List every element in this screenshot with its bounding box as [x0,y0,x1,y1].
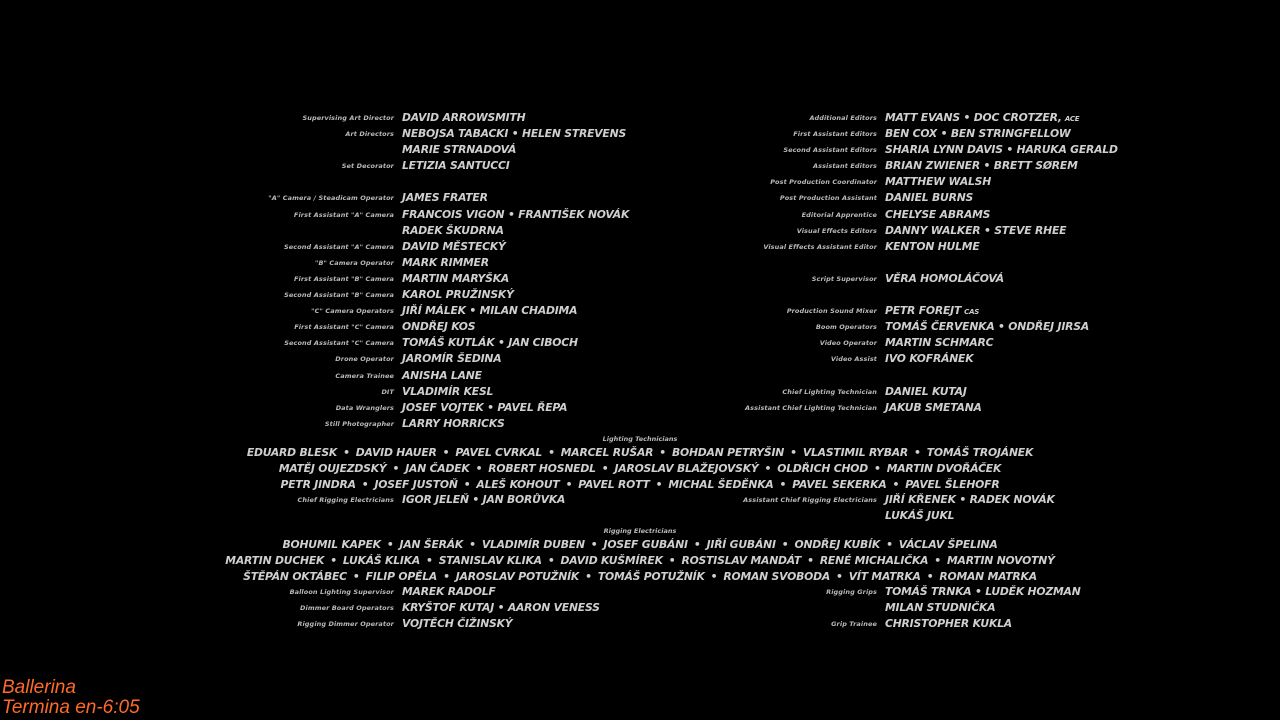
credit-name [402,224,504,237]
credit-name [402,127,626,140]
credit-name-text: JAROMÍR ŠEDINA [402,352,502,366]
credit-role: Editorial Apprentice [801,210,877,219]
credit-name-text: BEN COX • BEN STRINGFELLOW [885,127,1071,141]
credit-name: BOHDAN PETRYŠIN [671,446,785,459]
credit-name: MATĚJ OUJEZDSKÝ [278,462,387,476]
credit-row [0,401,640,417]
credit-name [885,385,967,398]
credit-name-text: KRYŠTOF KUTAJ • AARON VENESS [402,601,600,615]
credit-name [402,320,475,333]
credit-name: MARTIN DVOŘÁČEK [886,462,1002,476]
credit-name-text: VĚRA HOMOLÁČOVÁ [885,271,1004,285]
credit-role: Set Decorator [341,162,394,171]
credit-name: VLADIMÍR DUBEN [481,538,585,551]
credit-row [0,352,640,368]
credit-name [402,288,514,301]
credit-name [885,224,1066,237]
credit-name: ROMAN MATRKA [939,570,1037,584]
credit-name: PAVEL ŠLEHOFR [905,478,1000,492]
credit-role: Second Assistant Editors [783,146,877,155]
credit-name [885,208,990,221]
separator-dot: • [836,570,843,584]
credit-role: Visual Effects Assistant Editor [763,242,877,251]
credit-name [885,159,1078,172]
credit-name [885,401,982,414]
separator-dot: • [386,538,394,551]
credit-row [0,320,640,336]
credit-name-text: JAMES FRATER [402,191,488,205]
separator-dot: • [874,462,881,476]
credit-name-text: MARIE STRNADOVÁ [402,143,517,157]
separator-dot: • [442,446,450,459]
credit-line [0,554,1280,567]
chief-rigging-electricians [0,493,640,509]
credit-row [640,385,1280,401]
separator-dot: • [443,570,450,584]
credit-row [0,617,640,630]
credit-role: Script Supervisor [811,274,877,283]
credit-name [402,143,516,156]
credit-name [402,417,505,430]
credit-role: "B" Camera Operator [314,258,394,267]
credit-row [640,143,1280,159]
credit-name: TOMÁŠ POTUŽNÍK [597,570,705,584]
credit-role: Camera Trainee [335,371,394,380]
credit-role: Assistant Editors [812,162,877,171]
credit-name: MICHAL ŠEDĚNKA [668,478,774,492]
credit-row [0,493,640,509]
separator-dot: • [330,554,337,568]
credit-row [640,369,1280,385]
separator-dot: • [886,538,893,551]
credit-line [0,538,1280,551]
credit-name [402,304,577,317]
credit-row [640,617,1280,630]
credit-name: JAROSLAV POTUŽNÍK [455,570,580,584]
credit-name [885,585,1081,598]
credit-role: Video Assist [830,355,877,364]
remaining-time: Termina en-6:05 [2,697,140,718]
credit-role: Supervising Art Director [302,114,394,122]
credit-name [402,159,510,172]
credit-name [402,401,567,414]
credit-role: Video Operator [819,339,877,348]
credit-name: PAVEL CVRKAL [455,446,543,459]
credit-row [640,175,1280,191]
credit-name [885,509,954,522]
credit-role: Still Photographer [324,419,394,428]
credit-role: Assistant Chief Lighting Technician [745,403,877,412]
credit-row [640,401,1280,417]
separator-dot: • [463,478,471,492]
playback-overlay [2,678,140,718]
credit-name [885,352,973,365]
credit-name-text: IGOR JELEŇ • JAN BORŮVKA [402,493,566,506]
credit-name [885,143,1118,156]
separator-dot: • [590,538,598,551]
credit-row [640,493,1280,509]
credit-row [0,191,640,207]
credit-name: ŠTĚPÁN OKTÁBEC [243,570,347,584]
credit-name-text: CHELYSE ABRAMS [885,207,991,221]
separator-dot: • [469,538,476,551]
credit-name: FILIP OPĚLA [365,570,438,584]
movie-title: Ballerina [2,677,76,698]
credit-row [640,127,1280,143]
credit-name-text: DANIEL KUTAJ [885,384,967,398]
credit-name [402,352,501,365]
credit-role: First Assistant "A" Camera [293,210,394,219]
credit-name: ROMAN SVOBODA [723,570,831,584]
credit-name-text: PETR FOREJT [885,304,962,318]
credit-role: First Assistant Editors [793,130,877,139]
separator-dot: • [790,446,797,459]
credit-name: PETR JINDRA [280,478,356,492]
credit-name [402,240,506,253]
credit-name: MARTIN DUCHEK [225,554,325,568]
credit-name-text: MARTIN SCHMARC [885,336,994,350]
credit-name-text: RADEK ŠKUDRNA [402,223,504,237]
credit-row [0,417,640,433]
credit-row [0,208,640,224]
credit-row [0,385,640,401]
credit-role: DIT [381,387,394,396]
credit-name [402,272,509,285]
separator-dot: • [475,462,483,476]
credit-name: VLASTIMIL RYBAR [802,446,909,459]
separator-dot: • [426,554,433,568]
separator-dot: • [914,446,921,459]
assistant-chief-rigging-electricians [640,493,1280,525]
separator-dot: • [892,478,900,492]
credit-name-text: DANIEL BURNS [885,191,974,205]
credit-row [640,272,1280,288]
credit-name: EDUARD BLESK [246,446,338,459]
credit-name-text: MAREK RADOLF [402,585,496,598]
credit-line [0,462,1280,475]
credit-name: JOSEF GUBÁNI [603,538,688,551]
credit-row [640,159,1280,175]
credit-name-text: LETIZIA SANTUCCI [402,159,510,173]
credit-name-text: KAROL PRUŽINSKÝ [402,288,514,302]
credit-line [0,570,1280,583]
credit-row [0,272,640,288]
credit-name: DAVID HAUER [355,446,437,459]
credit-role: Drone Operator [335,355,394,364]
credit-role: Chief Lighting Technician [782,387,877,396]
credit-row [640,336,1280,352]
credit-role: Second Assistant "C" Camera [284,339,394,348]
credit-name [402,385,493,398]
credit-role: Grip Trainee [831,620,877,629]
credit-role: Balloon Lighting Supervisor [289,588,394,596]
separator-dot: • [710,570,718,584]
credit-name [885,320,1089,333]
credit-name [402,617,512,630]
credit-name-text: MILAN STUDNIČKA [885,601,996,615]
credit-name: JAROSLAV BLAŽEJOVSKÝ [614,462,759,476]
credit-role: "A" Camera / Steadicam Operator [268,194,394,203]
credit-row [0,240,640,256]
credit-name-text: NEBOJSA TABACKI • HELEN STREVENS [402,127,627,141]
credit-name-text: ANISHA LANE [402,368,482,382]
credit-role: Data Wranglers [335,403,394,412]
credit-name: RENÉ MICHALIČKA [819,554,929,568]
credit-row [0,127,640,143]
credit-name: MARCEL RUŠAR [560,446,654,459]
credit-name-text: JIŘÍ KŘENEK • RADEK NOVÁK [885,493,1055,506]
credit-name [402,493,565,506]
separator-dot: • [781,538,789,551]
credits-left-column-lower [0,585,640,630]
credit-row [640,585,1280,601]
credit-line [0,478,1280,491]
credit-row [0,111,640,127]
separator-dot: • [352,570,360,584]
credit-role: Additional Editors [809,114,877,122]
credit-name [402,208,629,221]
credit-role: Second Assistant "A" Camera [283,242,394,251]
credit-name-text: VOJTĚCH ČIŽINSKÝ [402,617,513,630]
credit-row [0,175,640,191]
credit-row [640,352,1280,368]
credit-role: Rigging Dimmer Operator [297,620,394,629]
credit-row [640,111,1280,127]
credit-name-text: MATTHEW WALSH [885,175,992,189]
credit-role: First Assistant "C" Camera [294,323,394,332]
credit-role: Dimmer Board Operators [300,604,394,613]
separator-dot: • [926,570,934,584]
credit-role: First Assistant "B" Camera [294,274,394,283]
separator-dot: • [764,462,772,476]
credit-role: Boom Operators [815,323,877,332]
credit-name-text: IVO KOFRÁNEK [885,352,974,366]
credit-name: JAN ČADEK [405,462,470,476]
credit-name-text: TOMÁŠ ČERVENKA • ONDŘEJ JIRSA [885,320,1090,334]
credit-suffix: CAS [964,308,980,317]
credit-row [640,208,1280,224]
separator-dot: • [565,478,573,492]
credit-name-text: DANNY WALKER • STEVE RHEE [885,223,1067,237]
credit-name-text: DAVID MĚSTECKÝ [402,239,506,253]
credit-name: PAVEL SEKERKA [792,478,887,492]
credit-row [640,256,1280,272]
credit-name [885,111,1079,124]
credit-name [402,585,496,598]
credit-name: TOMÁŠ TROJÁNEK [926,446,1034,459]
separator-dot: • [585,570,592,584]
credit-name-text: LUKÁŠ JUKL [885,509,955,523]
credit-name: JAN ŠERÁK [399,538,464,551]
credit-name-text: MARK RIMMER [402,255,489,269]
credit-role: Post Production Coordinator [770,178,877,187]
credit-row [0,288,640,304]
separator-dot: • [548,446,555,459]
separator-dot: • [392,462,400,476]
credit-name [885,127,1071,140]
credits-right-column-lower [640,585,1280,630]
credit-name [885,175,991,188]
credit-name: ROSTISLAV MANDÁT [681,554,802,568]
credit-name: JOSEF JUSTOŇ [374,478,458,492]
credit-name: VÍT MATRKA [848,570,921,584]
credit-name-text: JOSEF VOJTEK • PAVEL ŘEPA [402,400,568,414]
rigging-electricians-heading: Rigging Electricians [603,527,677,535]
credit-row [0,143,640,159]
credit-row [640,240,1280,256]
credit-row [0,224,640,240]
credit-name-text: VLADIMÍR KESL [402,384,494,398]
credit-role: Post Production Assistant [779,194,877,203]
credit-row [0,256,640,272]
credit-role: Art Directors [345,130,394,139]
separator-dot: • [547,554,555,568]
credit-name: PAVEL ROTT [578,478,650,492]
separator-dot: • [659,446,666,459]
separator-dot: • [655,478,663,492]
credit-name-text: FRANCOIS VIGON • FRANTIŠEK NOVÁK [402,207,630,221]
credit-name-text: MARTIN MARYŠKA [402,271,510,285]
credit-name [402,191,488,204]
credit-name-text: JAKUB SMETANA [885,400,982,414]
credit-name: OLDŘICH CHOD [777,462,869,476]
credit-name: MARTIN NOVOTNÝ [947,554,1055,568]
credit-row [0,369,640,385]
credit-role: Chief Rigging Electricians [297,496,394,504]
separator-dot: • [779,478,787,492]
credit-role: Assistant Chief Rigging Electricians [743,496,877,504]
credit-name [402,369,482,382]
credit-row [640,601,1280,617]
credit-row [0,336,640,352]
credit-name [402,336,578,349]
credit-name: ALEŠ KOHOUT [476,478,560,492]
credit-name [402,256,489,269]
credit-name: VÁCLAV ŠPELINA [898,538,998,551]
credit-name-text: DAVID ARROWSMITH [402,111,526,124]
credit-row [640,224,1280,240]
credit-name [885,304,979,317]
credit-name-text: CHRISTOPHER KUKLA [885,617,1012,630]
credits-left-column-upper [0,111,640,433]
credit-row [640,320,1280,336]
credit-row [640,509,1280,525]
credit-role: Second Assistant "B" Camera [284,291,394,300]
separator-dot: • [343,446,350,459]
credit-row [0,304,640,320]
separator-dot: • [668,554,676,568]
credit-role: Production Sound Mixer [786,307,877,316]
credit-role: Rigging Grips [826,588,877,596]
credit-suffix: ACE [1064,115,1080,123]
credit-name: BOHUMIL KAPEK [282,538,381,551]
credit-name: DAVID KUŠMÍREK [560,554,663,568]
credit-name-text: SHARIA LYNN DAVIS • HARUKA GERALD [885,143,1118,157]
separator-dot: • [693,538,701,551]
separator-dot: • [807,554,814,568]
credit-name [885,493,1055,506]
credit-name [885,601,995,614]
credit-name-text: KENTON HULME [885,239,980,253]
credit-line [0,446,1280,459]
credit-row [0,601,640,617]
credit-name [885,272,1004,285]
separator-dot: • [361,478,369,492]
credit-row [640,191,1280,207]
credit-row [0,585,640,601]
credit-name: JIŘÍ GUBÁNI [706,538,776,551]
credit-name-text: BRIAN ZWIENER • BRETT SØREM [885,159,1078,173]
credit-name [885,240,980,253]
lighting-technicians-heading: Lighting Technicians [602,435,678,443]
credit-name: ONDŘEJ KUBÍK [794,538,881,551]
credit-name: LUKÁŠ KLIKA [342,554,421,568]
credit-role: Visual Effects Editors [796,226,877,235]
credit-row [640,304,1280,320]
credit-name [402,601,600,614]
credit-name: ROBERT HOSNEDL [488,462,596,476]
credit-name-text: LARRY HORRICKS [402,416,505,430]
separator-dot: • [934,554,941,568]
credit-name [402,111,526,124]
credits-right-column-upper [640,111,1280,417]
credit-name-text: MATT EVANS • DOC CROTZER, [885,111,1062,124]
credit-name [885,617,1012,630]
credit-name: STANISLAV KLIKA [438,554,542,568]
credit-name-text: TOMÁŠ KUTLÁK • JAN CIBOCH [402,336,578,350]
credit-name-text: JIŘÍ MÁLEK • MILAN CHADIMA [402,304,578,318]
credit-name [885,191,973,204]
credit-name-text: TOMÁŠ TRNKA • LUDĚK HOZMAN [885,585,1081,598]
credit-role: "C" Camera Operators [311,307,394,316]
credit-row [640,288,1280,304]
separator-dot: • [601,462,609,476]
credit-name [885,336,993,349]
credit-name-text: ONDŘEJ KOS [402,320,476,334]
credit-row [0,159,640,175]
